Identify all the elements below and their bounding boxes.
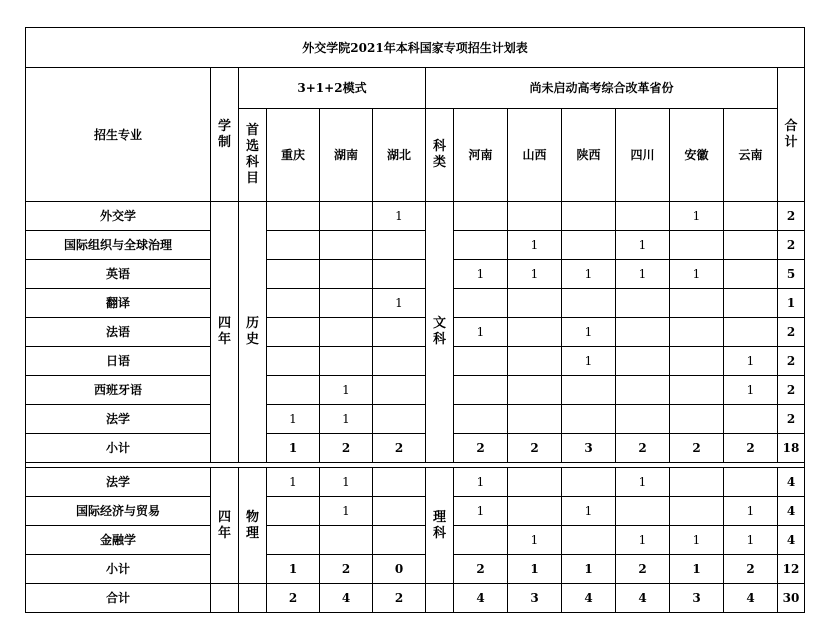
quota-cell [373, 318, 426, 347]
quota-cell: 1 [562, 318, 616, 347]
quota-cell [508, 318, 562, 347]
table-row [26, 376, 805, 405]
row-total: 1 [778, 289, 805, 318]
quota-cell [724, 405, 778, 434]
row-total: 2 [778, 405, 805, 434]
quota-cell [562, 202, 616, 231]
grand-total-cell: 4 [616, 584, 670, 613]
subtotal-total: 12 [778, 555, 805, 584]
table-row [26, 202, 805, 231]
quota-cell [562, 231, 616, 260]
subtotal-cell: 2 [670, 434, 724, 463]
quota-cell [562, 405, 616, 434]
quota-cell [508, 405, 562, 434]
quota-cell [562, 376, 616, 405]
duration-cell: 四年 [211, 468, 239, 584]
grand-total-cell: 3 [670, 584, 724, 613]
subtotal-cell: 2 [724, 555, 778, 584]
quota-cell [508, 497, 562, 526]
header-mode-312: 3+1+2模式 [239, 68, 426, 109]
quota-cell [616, 405, 670, 434]
row-total: 2 [778, 347, 805, 376]
quota-cell [454, 231, 508, 260]
subtotal-cell: 2 [454, 434, 508, 463]
header-major: 招生专业 [26, 68, 211, 202]
subtotal-cell: 2 [508, 434, 562, 463]
quota-cell: 1 [373, 202, 426, 231]
quota-cell [616, 202, 670, 231]
quota-cell [508, 202, 562, 231]
header-province: 山西 [508, 109, 562, 202]
quota-cell: 1 [508, 260, 562, 289]
row-total: 5 [778, 260, 805, 289]
quota-cell [508, 376, 562, 405]
quota-cell: 1 [508, 231, 562, 260]
subtotal-total: 18 [778, 434, 805, 463]
empty-cell [426, 584, 454, 613]
subtotal-cell: 1 [562, 555, 616, 584]
subtotal-label: 小计 [26, 555, 211, 584]
quota-cell [616, 347, 670, 376]
major-name: 金融学 [26, 526, 211, 555]
header-mode-other: 尚未启动高考综合改革省份 [426, 68, 778, 109]
header-province: 重庆 [267, 109, 320, 202]
quota-cell [454, 376, 508, 405]
quota-cell [670, 289, 724, 318]
quota-cell [724, 260, 778, 289]
quota-cell [724, 468, 778, 497]
quota-cell [454, 526, 508, 555]
quota-cell: 1 [562, 497, 616, 526]
header-province: 陕西 [562, 109, 616, 202]
table-row [26, 347, 805, 376]
quota-cell [724, 289, 778, 318]
enrollment-plan-table [25, 27, 805, 613]
quota-cell [724, 202, 778, 231]
table-row [26, 260, 805, 289]
header-province: 河南 [454, 109, 508, 202]
quota-cell [373, 231, 426, 260]
quota-cell [373, 497, 426, 526]
header-total: 合计 [778, 68, 805, 202]
quota-cell: 1 [616, 468, 670, 497]
row-total: 2 [778, 376, 805, 405]
quota-cell [373, 376, 426, 405]
quota-cell: 1 [616, 260, 670, 289]
quota-cell: 1 [320, 468, 373, 497]
empty-cell [239, 584, 267, 613]
quota-cell: 1 [724, 376, 778, 405]
quota-cell [670, 497, 724, 526]
grand-total-cell: 4 [724, 584, 778, 613]
major-name: 法语 [26, 318, 211, 347]
row-total: 4 [778, 468, 805, 497]
quota-cell [670, 318, 724, 347]
grand-total-cell: 4 [454, 584, 508, 613]
major-name: 国际组织与全球治理 [26, 231, 211, 260]
grand-total-cell: 4 [320, 584, 373, 613]
row-total: 4 [778, 497, 805, 526]
quota-cell [454, 405, 508, 434]
major-name: 翻译 [26, 289, 211, 318]
subtotal-cell: 1 [670, 555, 724, 584]
quota-cell: 1 [508, 526, 562, 555]
quota-cell [320, 318, 373, 347]
quota-cell: 1 [320, 376, 373, 405]
subtotal-cell: 2 [724, 434, 778, 463]
quota-cell [454, 347, 508, 376]
header-province: 湖南 [320, 109, 373, 202]
quota-cell: 1 [670, 202, 724, 231]
quota-cell: 1 [616, 526, 670, 555]
grand-total-cell: 2 [373, 584, 426, 613]
quota-cell: 1 [670, 526, 724, 555]
row-total: 4 [778, 526, 805, 555]
quota-cell [267, 347, 320, 376]
quota-cell [267, 289, 320, 318]
table-title: 外交学院2021年本科国家专项招生计划表 [26, 28, 805, 68]
quota-cell [670, 231, 724, 260]
quota-cell [373, 468, 426, 497]
quota-cell [562, 526, 616, 555]
quota-cell [267, 202, 320, 231]
subtotal-cell: 2 [616, 555, 670, 584]
quota-cell: 1 [320, 405, 373, 434]
quota-cell [616, 376, 670, 405]
quota-cell [320, 202, 373, 231]
quota-cell [616, 318, 670, 347]
quota-cell: 1 [724, 526, 778, 555]
quota-cell [724, 231, 778, 260]
quota-cell: 1 [454, 497, 508, 526]
track-cell: 理科 [426, 468, 454, 584]
header-province: 四川 [616, 109, 670, 202]
subtotal-cell: 1 [508, 555, 562, 584]
subtotal-cell: 1 [267, 434, 320, 463]
quota-cell [320, 231, 373, 260]
quota-cell: 1 [670, 260, 724, 289]
subtotal-label: 小计 [26, 434, 211, 463]
quota-cell [373, 260, 426, 289]
table-row [26, 289, 805, 318]
quota-cell [267, 318, 320, 347]
header-province: 安徽 [670, 109, 724, 202]
table-row [26, 231, 805, 260]
duration-cell: 四年 [211, 202, 239, 463]
quota-cell [670, 468, 724, 497]
subtotal-cell: 2 [616, 434, 670, 463]
subtotal-cell: 3 [562, 434, 616, 463]
subtotal-cell: 2 [320, 434, 373, 463]
quota-cell [267, 260, 320, 289]
quota-cell [562, 289, 616, 318]
major-name: 日语 [26, 347, 211, 376]
quota-cell [508, 347, 562, 376]
quota-cell: 1 [454, 468, 508, 497]
quota-cell: 1 [320, 497, 373, 526]
table-row [26, 405, 805, 434]
grand-total-cell: 3 [508, 584, 562, 613]
quota-cell [508, 289, 562, 318]
table-row [26, 497, 805, 526]
quota-cell: 1 [454, 318, 508, 347]
table-row [26, 318, 805, 347]
major-name: 外交学 [26, 202, 211, 231]
major-name: 国际经济与贸易 [26, 497, 211, 526]
subject-cell: 历史 [239, 202, 267, 463]
subtotal-row [26, 434, 805, 463]
major-name: 法学 [26, 405, 211, 434]
quota-cell: 1 [724, 497, 778, 526]
quota-cell [616, 289, 670, 318]
subtotal-row [26, 555, 805, 584]
quota-cell [670, 376, 724, 405]
quota-cell [373, 347, 426, 376]
subtotal-cell: 1 [267, 555, 320, 584]
row-total: 2 [778, 318, 805, 347]
quota-cell [670, 405, 724, 434]
quota-cell [320, 347, 373, 376]
quota-cell [267, 376, 320, 405]
subtotal-cell: 2 [454, 555, 508, 584]
track-cell: 文科 [426, 202, 454, 463]
table-row [26, 468, 805, 497]
quota-cell: 1 [724, 347, 778, 376]
grand-total-cell: 4 [562, 584, 616, 613]
major-name: 法学 [26, 468, 211, 497]
header-duration: 学制 [211, 68, 239, 202]
quota-cell [320, 260, 373, 289]
subtotal-cell: 0 [373, 555, 426, 584]
subject-cell: 物理 [239, 468, 267, 584]
quota-cell [616, 497, 670, 526]
header-track: 科类 [426, 109, 454, 202]
row-total: 2 [778, 231, 805, 260]
subtotal-cell: 2 [320, 555, 373, 584]
quota-cell [267, 231, 320, 260]
grand-total-cell: 2 [267, 584, 320, 613]
row-total: 2 [778, 202, 805, 231]
quota-cell [320, 526, 373, 555]
quota-cell [508, 468, 562, 497]
quota-cell: 1 [454, 260, 508, 289]
quota-cell: 1 [373, 289, 426, 318]
quota-cell [670, 347, 724, 376]
table-row [26, 526, 805, 555]
grand-total-sum: 30 [778, 584, 805, 613]
quota-cell [724, 318, 778, 347]
major-name: 英语 [26, 260, 211, 289]
quota-cell: 1 [267, 468, 320, 497]
quota-cell: 1 [267, 405, 320, 434]
quota-cell [373, 405, 426, 434]
quota-cell [454, 289, 508, 318]
header-province: 湖北 [373, 109, 426, 202]
header-subject: 首选科目 [239, 109, 267, 202]
quota-cell: 1 [562, 260, 616, 289]
quota-cell [320, 289, 373, 318]
subtotal-cell: 2 [373, 434, 426, 463]
quota-cell [267, 497, 320, 526]
quota-cell [373, 526, 426, 555]
quota-cell [562, 468, 616, 497]
major-name: 西班牙语 [26, 376, 211, 405]
empty-cell [211, 584, 239, 613]
quota-cell: 1 [562, 347, 616, 376]
quota-cell [454, 202, 508, 231]
header-province: 云南 [724, 109, 778, 202]
quota-cell [267, 526, 320, 555]
grand-total-label: 合计 [26, 584, 211, 613]
grand-total-row [26, 584, 805, 613]
quota-cell: 1 [616, 231, 670, 260]
